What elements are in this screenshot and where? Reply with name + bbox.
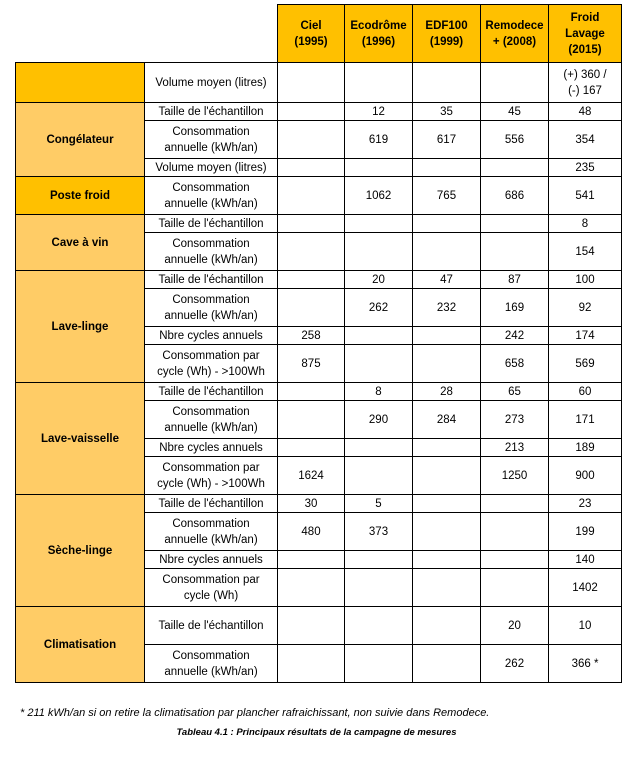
line: Consommation par bbox=[162, 573, 260, 586]
metric-label bbox=[145, 513, 278, 551]
value-cell: 30 bbox=[278, 495, 345, 513]
value-cell bbox=[481, 569, 549, 607]
line: Consommation par bbox=[162, 349, 260, 362]
value-cell: 47 bbox=[413, 271, 481, 289]
value-cell bbox=[413, 569, 481, 607]
value-cell bbox=[278, 63, 345, 103]
value-cell bbox=[278, 177, 345, 215]
metric-label bbox=[145, 401, 278, 439]
value-cell: 140 bbox=[549, 551, 622, 569]
value-cell bbox=[413, 513, 481, 551]
table-row bbox=[16, 607, 622, 645]
column-header-line: Remodece bbox=[485, 19, 544, 32]
column-header-line: (1996) bbox=[361, 35, 396, 48]
value-cell: 1402 bbox=[549, 569, 622, 607]
value-cell: 154 bbox=[549, 233, 622, 271]
value-cell bbox=[481, 551, 549, 569]
table-row bbox=[16, 495, 622, 513]
line: cycle (Wh) - >100Wh bbox=[157, 477, 265, 490]
value-cell: 5 bbox=[345, 495, 413, 513]
metric-label bbox=[145, 607, 278, 645]
value-cell: 373 bbox=[345, 513, 413, 551]
line: Taille de l'échantillon bbox=[158, 619, 264, 632]
value-cell: 354 bbox=[549, 121, 622, 159]
column-header bbox=[278, 5, 345, 63]
empty-corner-cell bbox=[145, 5, 278, 63]
line: (-) 167 bbox=[568, 84, 602, 97]
value-cell bbox=[549, 63, 622, 103]
metric-label bbox=[145, 327, 278, 345]
line: Consommation bbox=[172, 649, 250, 662]
line: Taille de l'échantillon bbox=[158, 385, 264, 398]
value-cell bbox=[345, 159, 413, 177]
value-cell bbox=[278, 103, 345, 121]
value-cell bbox=[345, 607, 413, 645]
value-cell: 258 bbox=[278, 327, 345, 345]
line: Taille de l'échantillon bbox=[158, 217, 264, 230]
line: Consommation bbox=[172, 517, 250, 530]
value-cell bbox=[278, 607, 345, 645]
column-header-line: (1999) bbox=[429, 35, 464, 48]
value-cell bbox=[278, 551, 345, 569]
line: cycle (Wh) - >100Wh bbox=[157, 365, 265, 378]
value-cell bbox=[413, 233, 481, 271]
line: annuelle (kWh/an) bbox=[164, 309, 258, 322]
value-cell: 686 bbox=[481, 177, 549, 215]
metric-label bbox=[145, 271, 278, 289]
category-cell: Cave à vin bbox=[16, 215, 145, 271]
value-cell: 235 bbox=[549, 159, 622, 177]
value-cell bbox=[345, 233, 413, 271]
value-cell bbox=[278, 383, 345, 401]
value-cell: 174 bbox=[549, 327, 622, 345]
value-cell: 900 bbox=[549, 457, 622, 495]
metric-label bbox=[145, 177, 278, 215]
value-cell: 213 bbox=[481, 439, 549, 457]
value-cell: 290 bbox=[345, 401, 413, 439]
value-cell: 1624 bbox=[278, 457, 345, 495]
value-cell: 92 bbox=[549, 289, 622, 327]
value-cell bbox=[345, 327, 413, 345]
value-cell: 1250 bbox=[481, 457, 549, 495]
table-caption: Tableau 4.1 : Principaux résultats de la campagne de mesures bbox=[176, 727, 457, 738]
value-cell bbox=[278, 215, 345, 233]
category-cell: Congélateur bbox=[16, 103, 145, 177]
metric-label bbox=[145, 103, 278, 121]
value-cell: 284 bbox=[413, 401, 481, 439]
column-header-line: + (2008) bbox=[492, 35, 537, 48]
line: Volume moyen (litres) bbox=[155, 161, 267, 174]
value-cell bbox=[278, 233, 345, 271]
category-cell: Climatisation bbox=[16, 607, 145, 683]
value-cell: 23 bbox=[549, 495, 622, 513]
metric-label bbox=[145, 645, 278, 683]
value-cell: 541 bbox=[549, 177, 622, 215]
value-cell bbox=[413, 345, 481, 383]
table-row bbox=[16, 383, 622, 401]
value-cell bbox=[481, 159, 549, 177]
column-header bbox=[481, 5, 549, 63]
value-cell bbox=[413, 645, 481, 683]
value-cell bbox=[278, 439, 345, 457]
line: Consommation par bbox=[162, 461, 260, 474]
value-cell: 65 bbox=[481, 383, 549, 401]
value-cell: 480 bbox=[278, 513, 345, 551]
value-cell bbox=[345, 551, 413, 569]
value-cell bbox=[278, 159, 345, 177]
line: Taille de l'échantillon bbox=[158, 273, 264, 286]
value-cell: 12 bbox=[345, 103, 413, 121]
value-cell: 45 bbox=[481, 103, 549, 121]
value-cell bbox=[278, 289, 345, 327]
line: Consommation bbox=[172, 237, 250, 250]
table-row bbox=[16, 103, 622, 121]
column-header bbox=[413, 5, 481, 63]
line: Consommation bbox=[172, 293, 250, 306]
category-cell: Poste froid bbox=[16, 177, 145, 215]
metric-label bbox=[145, 383, 278, 401]
column-header bbox=[549, 5, 622, 63]
table-row bbox=[16, 215, 622, 233]
metric-label bbox=[145, 215, 278, 233]
value-cell bbox=[278, 569, 345, 607]
value-cell bbox=[345, 345, 413, 383]
value-cell bbox=[413, 63, 481, 103]
value-cell: 242 bbox=[481, 327, 549, 345]
metric-label bbox=[145, 551, 278, 569]
value-cell bbox=[278, 645, 345, 683]
line: annuelle (kWh/an) bbox=[164, 533, 258, 546]
metric-label bbox=[145, 63, 278, 103]
metric-label bbox=[145, 439, 278, 457]
value-cell: 169 bbox=[481, 289, 549, 327]
table-row bbox=[16, 177, 622, 215]
value-cell bbox=[413, 457, 481, 495]
value-cell bbox=[481, 233, 549, 271]
value-cell: 60 bbox=[549, 383, 622, 401]
value-cell: 35 bbox=[413, 103, 481, 121]
metric-label bbox=[145, 233, 278, 271]
value-cell bbox=[481, 215, 549, 233]
column-header-line: Ecodrôme bbox=[350, 19, 407, 32]
metric-label bbox=[145, 159, 278, 177]
value-cell bbox=[278, 121, 345, 159]
line: annuelle (kWh/an) bbox=[164, 253, 258, 266]
value-cell: 765 bbox=[413, 177, 481, 215]
results-table bbox=[15, 4, 622, 683]
line: Taille de l'échantillon bbox=[158, 497, 264, 510]
column-header-line: Lavage bbox=[565, 27, 605, 40]
value-cell bbox=[481, 513, 549, 551]
value-cell: 617 bbox=[413, 121, 481, 159]
line: annuelle (kWh/an) bbox=[164, 197, 258, 210]
line: Consommation bbox=[172, 405, 250, 418]
value-cell bbox=[413, 327, 481, 345]
value-cell: 262 bbox=[345, 289, 413, 327]
table-row bbox=[16, 63, 622, 103]
line: Consommation bbox=[172, 125, 250, 138]
value-cell: 366 * bbox=[549, 645, 622, 683]
line: Nbre cycles annuels bbox=[159, 553, 263, 566]
line: Consommation bbox=[172, 181, 250, 194]
category-cell: Lave-linge bbox=[16, 271, 145, 383]
category-cell: Sèche-linge bbox=[16, 495, 145, 607]
value-cell: 48 bbox=[549, 103, 622, 121]
line: Nbre cycles annuels bbox=[159, 329, 263, 342]
metric-label bbox=[145, 495, 278, 513]
metric-label bbox=[145, 289, 278, 327]
line: Nbre cycles annuels bbox=[159, 441, 263, 454]
value-cell: 262 bbox=[481, 645, 549, 683]
line: cycle (Wh) bbox=[183, 589, 239, 602]
header-row bbox=[16, 5, 622, 63]
value-cell bbox=[345, 215, 413, 233]
value-cell bbox=[345, 457, 413, 495]
value-cell bbox=[413, 215, 481, 233]
value-cell bbox=[413, 551, 481, 569]
value-cell: 189 bbox=[549, 439, 622, 457]
value-cell: 658 bbox=[481, 345, 549, 383]
value-cell: 569 bbox=[549, 345, 622, 383]
value-cell: 875 bbox=[278, 345, 345, 383]
value-cell bbox=[413, 159, 481, 177]
value-cell bbox=[413, 495, 481, 513]
value-cell: 20 bbox=[481, 607, 549, 645]
value-cell bbox=[481, 495, 549, 513]
value-cell bbox=[413, 607, 481, 645]
value-cell: 28 bbox=[413, 383, 481, 401]
value-cell: 8 bbox=[345, 383, 413, 401]
column-header-line: EDF100 bbox=[425, 19, 468, 32]
value-cell bbox=[345, 439, 413, 457]
value-cell bbox=[345, 645, 413, 683]
column-header-line: (1995) bbox=[294, 35, 328, 48]
metric-label bbox=[145, 121, 278, 159]
metric-label bbox=[145, 457, 278, 495]
value-cell bbox=[413, 439, 481, 457]
value-cell bbox=[278, 271, 345, 289]
value-cell: 619 bbox=[345, 121, 413, 159]
metric-label bbox=[145, 345, 278, 383]
value-cell: 1062 bbox=[345, 177, 413, 215]
value-cell: 273 bbox=[481, 401, 549, 439]
category-cell: Lave-vaisselle bbox=[16, 383, 145, 495]
value-cell: 8 bbox=[549, 215, 622, 233]
column-header-line: Ciel bbox=[300, 19, 322, 32]
value-cell bbox=[278, 401, 345, 439]
value-cell bbox=[345, 63, 413, 103]
column-header bbox=[345, 5, 413, 63]
table-row bbox=[16, 271, 622, 289]
line: (+) 360 / bbox=[563, 68, 607, 81]
value-cell: 10 bbox=[549, 607, 622, 645]
line: Taille de l'échantillon bbox=[158, 105, 264, 118]
line: Volume moyen (litres) bbox=[155, 76, 267, 89]
value-cell: 20 bbox=[345, 271, 413, 289]
footnote: * 211 kWh/an si on retire la climatisation par plancher rafraichissant, non suivie dans Remodece. bbox=[20, 707, 490, 719]
metric-label bbox=[145, 569, 278, 607]
column-header-line: Froid bbox=[570, 11, 600, 24]
value-cell: 199 bbox=[549, 513, 622, 551]
value-cell: 556 bbox=[481, 121, 549, 159]
line: annuelle (kWh/an) bbox=[164, 665, 258, 678]
empty-corner-cell bbox=[16, 5, 145, 63]
line: annuelle (kWh/an) bbox=[164, 421, 258, 434]
value-cell bbox=[345, 569, 413, 607]
value-cell: 171 bbox=[549, 401, 622, 439]
category-cell bbox=[16, 63, 145, 103]
value-cell bbox=[481, 63, 549, 103]
value-cell: 87 bbox=[481, 271, 549, 289]
value-cell: 100 bbox=[549, 271, 622, 289]
value-cell: 232 bbox=[413, 289, 481, 327]
line: annuelle (kWh/an) bbox=[164, 141, 258, 154]
column-header-line: (2015) bbox=[568, 43, 602, 56]
